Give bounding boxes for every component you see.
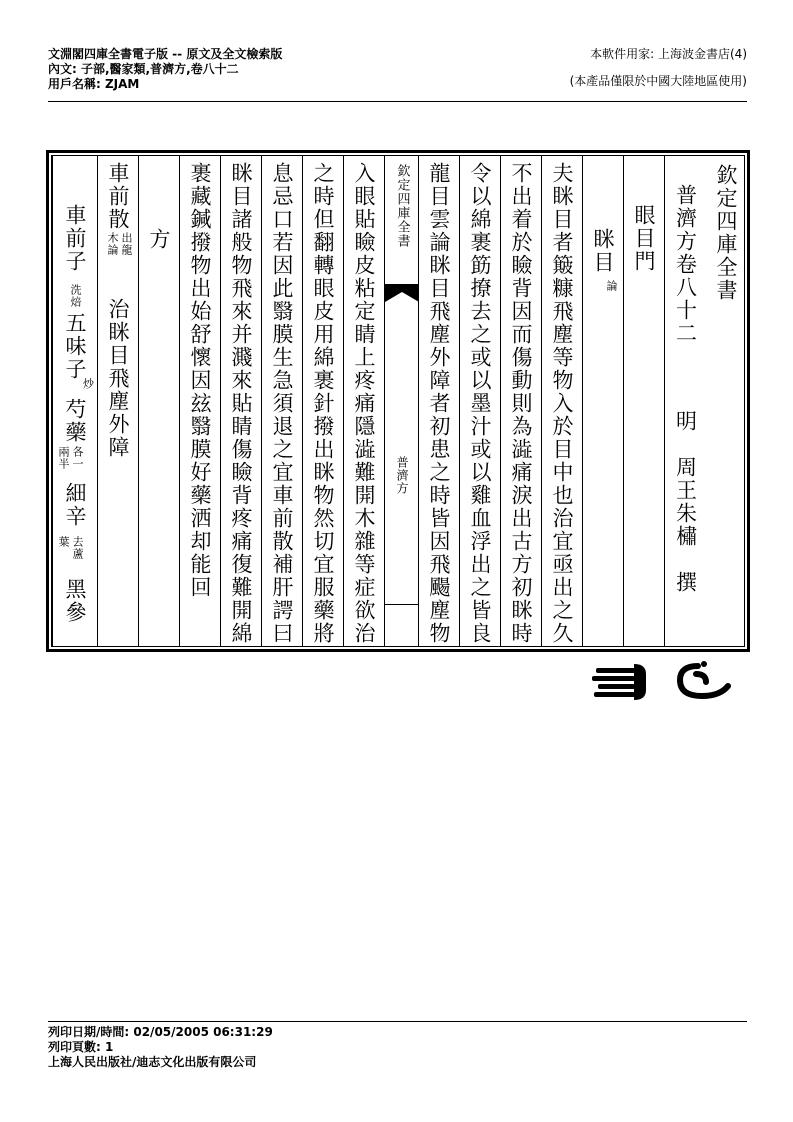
book-page-border: [51, 155, 745, 647]
ingredient-note: 各一 兩半: [57, 446, 84, 470]
column-8: [418, 156, 459, 646]
column-7: [459, 156, 500, 646]
column-13: [179, 156, 220, 646]
section-title: 眼目門: [632, 204, 656, 273]
footer-rule: [48, 1021, 747, 1022]
header-region-notice: (本產品僅限於中國大陸地區使用): [569, 74, 747, 88]
header-content-path: 內文: 子部,醫家類,普濟方,卷八十二: [48, 62, 239, 76]
ingredient: 細辛: [63, 482, 87, 528]
text-column: 入眼貼瞼皮粘定睛上疼痛隱澁難開木雜等症欲治: [352, 162, 376, 645]
license-header: [570, 47, 747, 89]
column-16: [52, 156, 97, 646]
subsection-note: 論: [605, 280, 618, 292]
text-column: 夫眯目者簸糠飛塵等物入於目中也治宜亟出之久: [550, 162, 574, 645]
text-column: 令以綿裹筯撩去之或以墨汁或以雞血浮出之皆良: [468, 162, 492, 645]
fishtail-mark: [385, 284, 419, 302]
column-3: [623, 156, 664, 646]
column-12: [220, 156, 261, 646]
text-column: 息忌口若因此翳膜生急須退之宜車前散補肝諤曰: [270, 162, 294, 645]
print-header: [48, 47, 282, 92]
center-fold-rule: [385, 604, 418, 605]
column-11: [261, 156, 302, 646]
column-15: [97, 156, 138, 646]
ingredient: 黑參: [63, 578, 87, 624]
text-column: 龍目雲論眯目飛塵外障者初患之時皆因飛颺塵物: [427, 162, 451, 645]
text-column: 眯目諸般物飛來并濺來貼睛傷瞼背疼痛復難開綿: [229, 162, 253, 645]
text-column: 裹藏鍼撥物出始舒懷因玆翳膜好藥洒却能回: [188, 162, 212, 599]
recipe-source-note: 出龍 木論: [106, 232, 133, 256]
center-fold-column: [384, 156, 418, 646]
center-fold-title: 欽定四庫全書: [394, 164, 410, 248]
column-5: [541, 156, 582, 646]
column-10: [302, 156, 343, 646]
footer-publisher: 上海人民出版社/迪志文化出版有限公司: [48, 1055, 257, 1069]
text-column: 不出着於瞼背因而傷動則為澁痛淚出古方初眯時: [509, 162, 533, 645]
author-line: 明 周王朱橚 撰: [673, 410, 698, 594]
publisher-logo: [588, 660, 748, 705]
ingredient: 芍藥: [63, 398, 87, 444]
column-6: [500, 156, 541, 646]
print-footer: [48, 1025, 273, 1070]
subsection-title: 眯目: [591, 228, 615, 274]
recipe-indication: 治眯目飛塵外障: [106, 298, 130, 459]
header-licensee: 本軟件用家: 上海波金書店(4): [590, 47, 747, 61]
column-9: [343, 156, 384, 646]
ingredient: 車前子: [63, 204, 87, 273]
recipe-name: 車前散: [106, 162, 130, 231]
column-14: [138, 156, 179, 646]
ingredient-note: 去蘆 葉: [57, 536, 84, 560]
ingredient: 五味子: [63, 312, 87, 381]
book-title: 欽定四庫全書: [714, 164, 738, 302]
column-1: [706, 156, 746, 646]
text-column: 之時但翻轉眼皮用綿裹針撥出眯物然切宜服藥將: [311, 162, 335, 645]
footer-print-time: 列印日期/時間: 02/05/2005 06:31:29: [48, 1025, 273, 1039]
header-edition: 文淵閣四庫全書電子版 -- 原文及全文檢索版: [48, 47, 283, 61]
header-username: 用戶名稱: ZJAM: [48, 77, 140, 91]
volume-title: 普濟方卷八十二: [673, 184, 698, 345]
recipe-heading: 方: [147, 228, 171, 251]
column-4: [582, 156, 623, 646]
ingredient-note: 洗焙: [69, 284, 82, 308]
column-2: [664, 156, 706, 646]
ingredient-note: 炒: [81, 378, 95, 390]
center-fold-subtitle: 普濟方: [395, 456, 409, 495]
header-rule: [48, 101, 747, 102]
footer-page-count: 列印頁數: 1: [48, 1040, 114, 1054]
book-page: [46, 150, 750, 652]
